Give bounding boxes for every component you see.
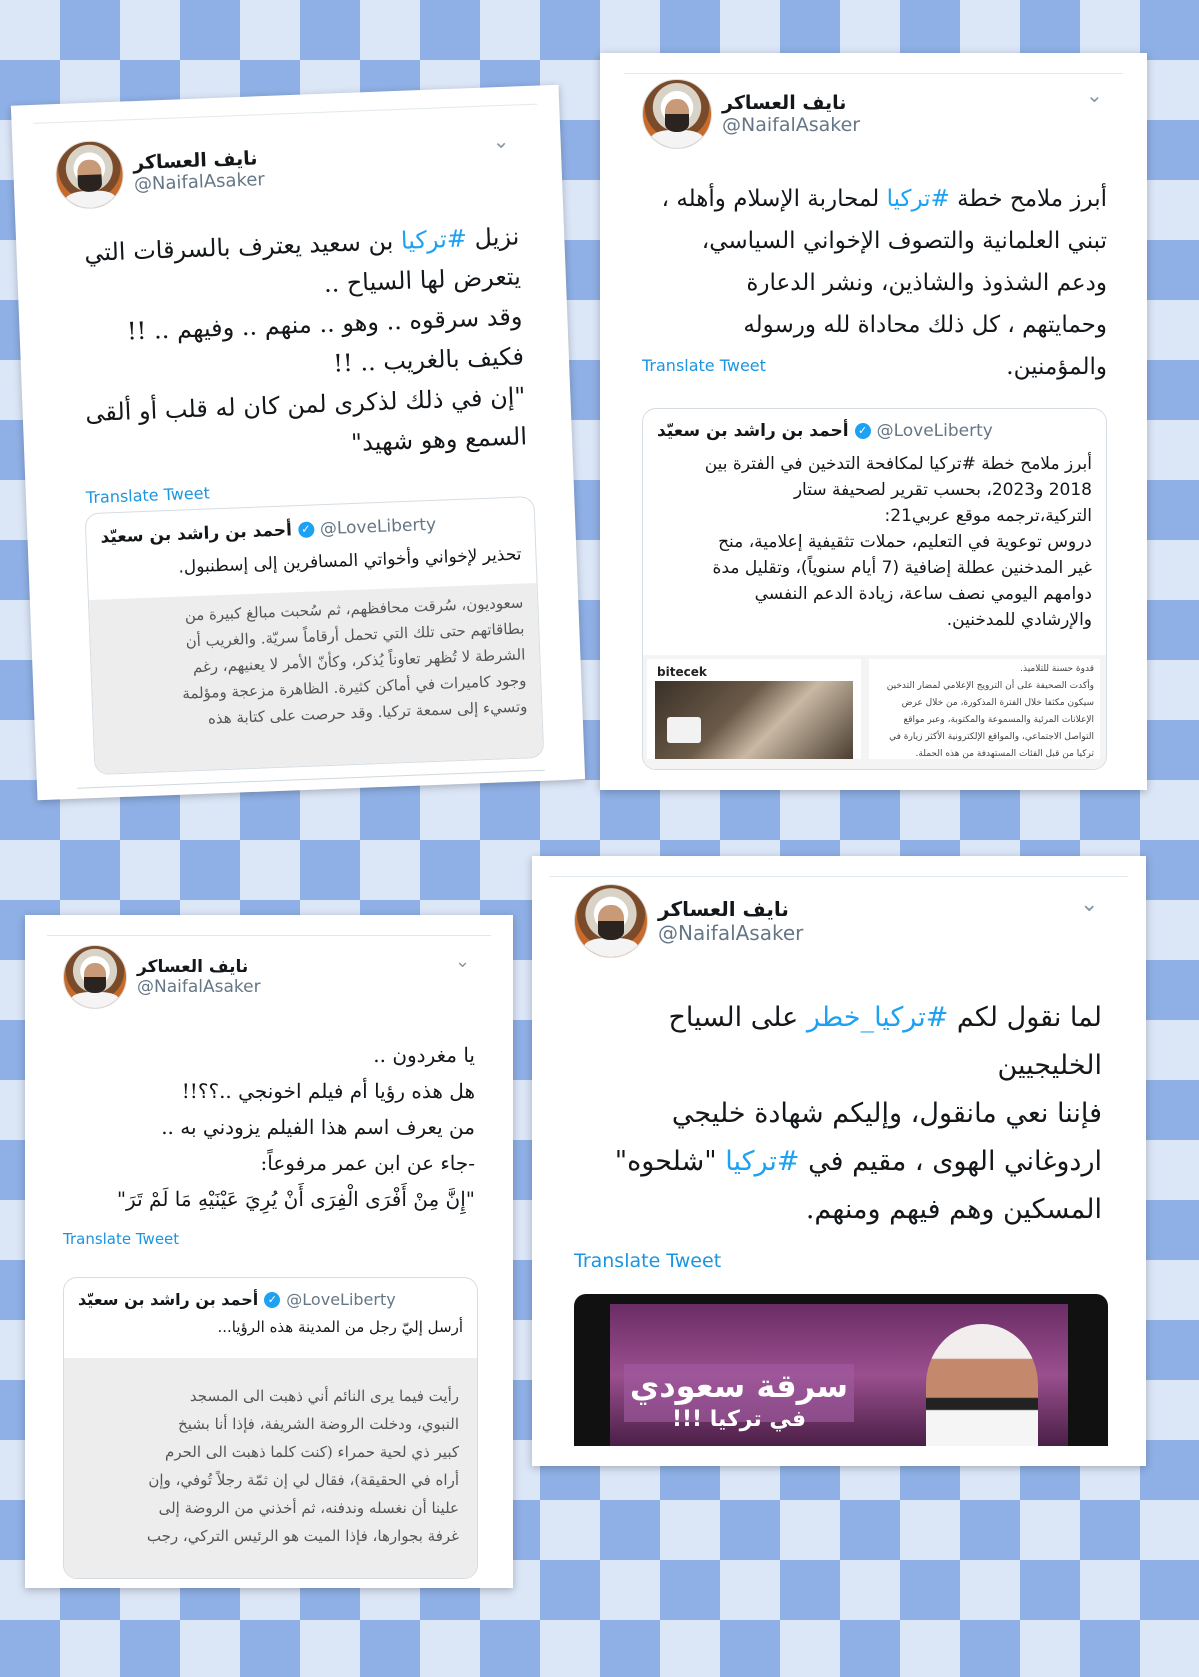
tweet-text: أبرز ملامح خطة #تركيا لمحاربة الإسلام وأهله ، تبني العلمانية والتصوف الإخواني السياسي، ودعم الشذوذ والشاذين، ونشر الدعارة وحمايتهم ، كل ذلك محاداة لله ورسوله والمؤمنين. (661, 186, 1107, 380)
quoted-header (78, 1290, 396, 1309)
media-article-text: قدوة حسنة للتلاميذ. وأكدت الصحيفة على أن الترويج الإعلامي لمضار التدخين سيكون مكثفا خلال الفترة المذكورة، من خلال عرض الإعلانات المرئية والمسموعة والمكتوبة، وعبر مواقع التواصل الاجتماعي، والمواقع الإلكترونية الأكثر زيارة في تركيا من قبل الفئات المستهدفة من هذه الحملة. (869, 659, 1100, 759)
author-handle[interactable]: @NaifalAsaker (722, 114, 861, 136)
quoted-article-image: رأيت فيما يرى النائم أني ذهبت الى المسجد النبوي، ودخلت الروضة الشريفة، فإذا أنا بشيخ كبير ذي لحية حمراء (كنت كلما ذهبت الى الحرم أراه في الحقيقة)، فقال لي إن ثمّة رجلاً تُوفي، وإن علينا أن نغسله وندفنه، ثم أخذني من الروضة إلى غرفة بجوارها، فإذا الميت هو الرئيس التركي، رجب (64, 1358, 477, 1578)
tweet-header (54, 134, 265, 210)
chevron-down-icon[interactable]: ⌄ (492, 128, 510, 154)
quoted-author-name[interactable]: أحمد بن راشد بن سعيّد (78, 1290, 259, 1309)
quoted-text: أبرز ملامح خطة #تركيا لمكافحة التدخين في الفترة بين 2018 و2023، بحسب تقرير لصحيفة ستار التركية،ترجمه موقع عربي21: دروس توعوية في التعليم، حملات تثقيفية إعلامية، منح غير المدخنين عطلة إضافية (7 أيام سنوياً)، وتقليل مدة دوامهم اليومي نصف ساعة، زيادة الدعم النفسي والإرشادي للمدخنين. (704, 454, 1092, 630)
author-handle[interactable]: @NaifalAsaker (133, 168, 266, 195)
video-person (926, 1324, 1038, 1446)
translate-tweet-link[interactable]: Translate Tweet (574, 1250, 722, 1272)
divider (34, 104, 538, 124)
verified-badge-icon: ✓ (298, 521, 315, 538)
author-name[interactable]: نايف العساكر (658, 897, 789, 921)
quoted-tweet[interactable] (63, 1277, 478, 1579)
hashtag-link[interactable]: #تركيا (725, 1146, 800, 1177)
translate-tweet-link[interactable]: Translate Tweet (85, 483, 211, 508)
chevron-down-icon[interactable]: ⌄ (1086, 83, 1103, 107)
divider (47, 935, 491, 936)
quoted-tweet[interactable] (85, 496, 545, 775)
video-caption-box (624, 1364, 854, 1432)
quoted-author-handle[interactable]: @LoveLiberty (876, 421, 993, 441)
tweet-text: لما نقول لكم #تركيا_خطر على السياح الخليجيين فإننا نعي مانقول، وإليكم شهادة خليجي اردوغاني الهوى ، مقيم في #تركيا "شلحوه" المسكين وهم فيهم ومنهم. (614, 1002, 1102, 1225)
quoted-media[interactable] (643, 655, 1106, 769)
tweet-header (642, 79, 860, 149)
tweet-card-2 (600, 53, 1147, 790)
divider (624, 73, 1123, 74)
verified-badge-icon: ✓ (264, 1292, 280, 1308)
translate-tweet-link[interactable]: Translate Tweet (642, 356, 766, 375)
tweet-header (63, 945, 261, 1009)
quoted-text: أرسل إليّ رجل من المدينة هذه الرؤيا... (217, 1318, 463, 1336)
divider (550, 876, 1128, 877)
tweet-card-3 (25, 915, 513, 1588)
tweet-card-1 (11, 85, 585, 801)
tweet-text: يا مغردون .. هل هذه رؤيا أم فيلم اخونجي ..؟؟!! من يعرف اسم هذا الفيلم يزودني به .. -جاء عن ابن عمر مرفوعاً: "إِنَّ مِنْ أَفْرَى الْفِرَى أَنْ يُرِيَ عَيْنَيْهِ مَا لَمْ تَرَ" (116, 1043, 475, 1211)
quoted-author-name[interactable]: أحمد بن راشد بن سعيّد (657, 421, 849, 441)
author-name[interactable]: نايف العساكر (137, 957, 249, 977)
verified-badge-icon: ✓ (855, 423, 871, 439)
avatar[interactable] (63, 945, 127, 1009)
video-caption-2: في تركيا !!! (671, 1407, 807, 1432)
video-frame (610, 1304, 1068, 1446)
hashtag-link[interactable]: #تركيا (886, 186, 950, 212)
translate-tweet-link[interactable]: Translate Tweet (63, 1230, 180, 1248)
quoted-header (657, 421, 993, 441)
media-picture (655, 681, 853, 759)
hashtag-link[interactable]: #تركيا_خطر (806, 1002, 949, 1033)
quoted-article-image: سعوديون، سُرقت محافظهم، ثم سُحبت مبالغ كبيرة من بطاقاتهم حتى تلك التي تحمل أرقاماً سريّة. والغريب أن الشرطة لا تُظهر تعاوناً يُذكر، وكأنّ الأمر لا يعنيهم، رغم وجود كاميرات في أماكن كثيرة. الظاهرة مزعجة ومؤلمة وتسيء إلى سمعة تركيا. وقد حرصت على كتابة هذه (89, 583, 543, 774)
video-player[interactable] (574, 1294, 1108, 1446)
author-handle[interactable]: @NaifalAsaker (137, 977, 261, 997)
media-photo (647, 659, 861, 759)
avatar[interactable] (54, 140, 125, 211)
quoted-author-handle[interactable]: @LoveLiberty (319, 514, 437, 540)
author-name[interactable]: نايف العساكر (722, 92, 847, 114)
chevron-down-icon[interactable]: ⌄ (455, 951, 471, 972)
quoted-author-handle[interactable]: @LoveLiberty (286, 1290, 396, 1309)
tweet-card-4 (532, 856, 1146, 1466)
author-handle[interactable]: @NaifalAsaker (658, 921, 804, 945)
chevron-down-icon[interactable]: ⌄ (1080, 892, 1099, 917)
tweet-header (574, 884, 803, 958)
hashtag-link[interactable]: #تركيا (400, 224, 468, 255)
video-caption: سرقة سعودي (629, 1367, 849, 1405)
quoted-header (100, 515, 436, 548)
avatar[interactable] (642, 79, 712, 149)
media-brand-label: bitecek (657, 665, 707, 679)
avatar[interactable] (574, 884, 648, 958)
tweet-text: نزيل #تركيا بن سعيد يعترف بالسرقات التي يتعرض لها السياح .. وقد سرقوه .. وهو .. منهم .. وفيهم .. !! فكيف بالغريب .. !! "إن في ذلك لذكرى لمن كان له قلب أو ألقى السمع وهو شهيد" (83, 222, 528, 457)
quoted-author-name[interactable]: أحمد بن راشد بن سعيّد (100, 520, 293, 548)
author-name[interactable]: نايف العساكر (132, 146, 258, 174)
quoted-text: تحذير لإخواني وأخواتي المسافرين إلى إسطنبول. (178, 544, 522, 578)
quoted-tweet[interactable] (642, 408, 1107, 770)
